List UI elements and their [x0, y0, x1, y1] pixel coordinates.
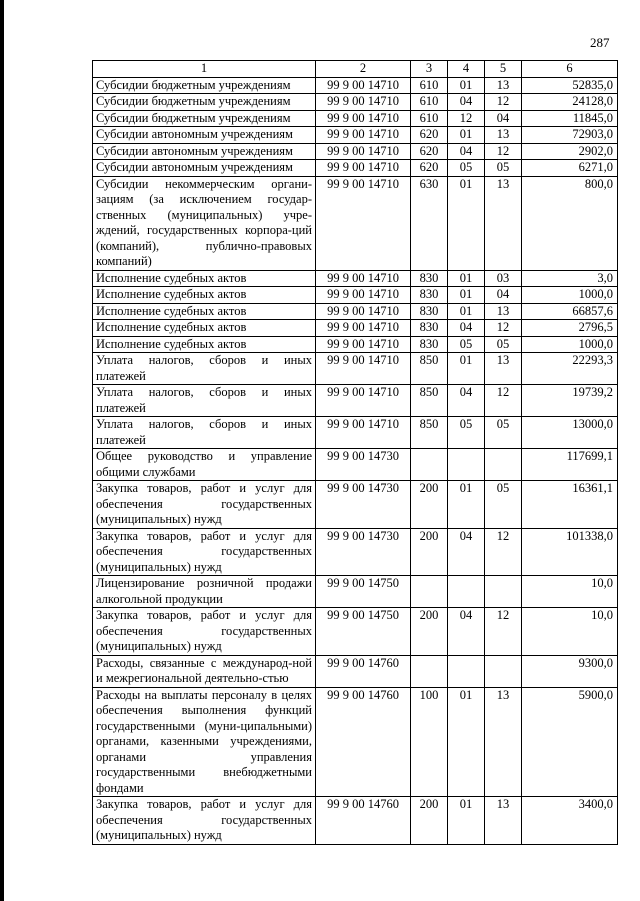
table-row	[93, 94, 618, 111]
row-name-cell: Исполнение судебных актов	[93, 320, 316, 337]
row-col3-cell: 610	[411, 77, 448, 94]
row-code-cell: 99 9 00 14710	[316, 127, 411, 144]
row-col3-cell: 610	[411, 94, 448, 111]
row-code-cell: 99 9 00 14710	[316, 176, 411, 270]
row-col4-cell: 01	[448, 270, 485, 287]
row-name-cell: Закупка товаров, работ и услуг для обеспечения государственных (муниципальных) нужд	[93, 528, 316, 576]
table-body	[93, 77, 618, 844]
table-row	[93, 481, 618, 529]
row-name-cell: Общее руководство и управление общими службами	[93, 449, 316, 481]
row-col4-cell: 05	[448, 417, 485, 449]
row-code-cell: 99 9 00 14730	[316, 481, 411, 529]
row-amount-cell: 16361,1	[522, 481, 618, 529]
row-amount-cell: 6271,0	[522, 160, 618, 177]
row-name-cell: Субсидии бюджетным учреждениям	[93, 110, 316, 127]
row-name-cell: Закупка товаров, работ и услуг для обеспечения государственных (муниципальных) нужд	[93, 481, 316, 529]
row-col3-cell	[411, 655, 448, 687]
row-col3-cell: 200	[411, 481, 448, 529]
row-col3-cell: 200	[411, 608, 448, 656]
page-edge-shadow	[0, 0, 4, 901]
row-code-cell: 99 9 00 14760	[316, 655, 411, 687]
page-number: 287	[590, 35, 610, 50]
row-amount-cell: 1000,0	[522, 287, 618, 304]
row-amount-cell: 1000,0	[522, 336, 618, 353]
row-amount-cell: 13000,0	[522, 417, 618, 449]
row-code-cell: 99 9 00 14710	[316, 417, 411, 449]
row-col5-cell: 12	[485, 320, 522, 337]
table-row	[93, 528, 618, 576]
row-code-cell: 99 9 00 14710	[316, 160, 411, 177]
row-col3-cell: 830	[411, 303, 448, 320]
row-code-cell: 99 9 00 14730	[316, 528, 411, 576]
row-col4-cell	[448, 449, 485, 481]
header-col-2: 2	[316, 61, 411, 78]
table-row	[93, 176, 618, 270]
row-amount-cell: 22293,3	[522, 353, 618, 385]
row-col4-cell: 01	[448, 127, 485, 144]
budget-table	[92, 60, 618, 845]
row-code-cell: 99 9 00 14710	[316, 287, 411, 304]
row-amount-cell: 101338,0	[522, 528, 618, 576]
row-col4-cell: 04	[448, 94, 485, 111]
row-col5-cell: 13	[485, 797, 522, 845]
row-code-cell: 99 9 00 14710	[316, 77, 411, 94]
row-col4-cell: 01	[448, 797, 485, 845]
row-col5-cell: 05	[485, 417, 522, 449]
row-code-cell: 99 9 00 14710	[316, 110, 411, 127]
table-row	[93, 303, 618, 320]
row-col3-cell: 850	[411, 417, 448, 449]
row-code-cell: 99 9 00 14750	[316, 576, 411, 608]
row-name-cell: Субсидии бюджетным учреждениям	[93, 94, 316, 111]
row-amount-cell: 5900,0	[522, 687, 618, 797]
row-col5-cell: 12	[485, 143, 522, 160]
table-row	[93, 77, 618, 94]
row-amount-cell: 3400,0	[522, 797, 618, 845]
row-col4-cell: 04	[448, 320, 485, 337]
table-row	[93, 353, 618, 385]
row-col4-cell: 12	[448, 110, 485, 127]
header-col-5: 5	[485, 61, 522, 78]
row-col3-cell: 610	[411, 110, 448, 127]
row-name-cell: Исполнение судебных актов	[93, 270, 316, 287]
table-row	[93, 576, 618, 608]
row-code-cell: 99 9 00 14710	[316, 385, 411, 417]
row-col4-cell: 04	[448, 608, 485, 656]
table-row	[93, 655, 618, 687]
row-name-cell: Исполнение судебных актов	[93, 336, 316, 353]
row-col5-cell: 04	[485, 287, 522, 304]
table-row	[93, 687, 618, 797]
row-col4-cell: 01	[448, 77, 485, 94]
row-name-cell: Уплата налогов, сборов и иных платежей	[93, 385, 316, 417]
row-code-cell: 99 9 00 14710	[316, 320, 411, 337]
row-amount-cell: 52835,0	[522, 77, 618, 94]
row-amount-cell: 9300,0	[522, 655, 618, 687]
row-amount-cell: 117699,1	[522, 449, 618, 481]
row-code-cell: 99 9 00 14750	[316, 608, 411, 656]
table-header-row	[93, 61, 618, 78]
row-col5-cell: 03	[485, 270, 522, 287]
row-col5-cell: 13	[485, 127, 522, 144]
row-amount-cell: 3,0	[522, 270, 618, 287]
row-name-cell: Субсидии автономным учреждениям	[93, 143, 316, 160]
row-amount-cell: 2902,0	[522, 143, 618, 160]
row-name-cell: Субсидии автономным учреждениям	[93, 127, 316, 144]
row-col3-cell	[411, 449, 448, 481]
row-col4-cell: 01	[448, 687, 485, 797]
row-col4-cell: 05	[448, 160, 485, 177]
row-amount-cell: 800,0	[522, 176, 618, 270]
row-col5-cell: 05	[485, 160, 522, 177]
row-col3-cell: 200	[411, 797, 448, 845]
row-col3-cell: 620	[411, 143, 448, 160]
row-col4-cell: 04	[448, 385, 485, 417]
row-col4-cell: 04	[448, 143, 485, 160]
table-row	[93, 449, 618, 481]
row-col5-cell: 13	[485, 687, 522, 797]
row-col4-cell	[448, 655, 485, 687]
row-col3-cell: 830	[411, 270, 448, 287]
row-name-cell: Закупка товаров, работ и услуг для обеспечения государственных (муниципальных) нужд	[93, 608, 316, 656]
row-col3-cell: 830	[411, 320, 448, 337]
row-code-cell: 99 9 00 14710	[316, 303, 411, 320]
row-col3-cell: 630	[411, 176, 448, 270]
row-col5-cell: 12	[485, 385, 522, 417]
row-amount-cell: 66857,6	[522, 303, 618, 320]
header-col-3: 3	[411, 61, 448, 78]
row-name-cell: Расходы, связанные с международ-ной и межрегиональной деятельно-стью	[93, 655, 316, 687]
row-name-cell: Субсидии автономным учреждениям	[93, 160, 316, 177]
table-row	[93, 320, 618, 337]
table-row	[93, 608, 618, 656]
row-code-cell: 99 9 00 14710	[316, 353, 411, 385]
row-code-cell: 99 9 00 14710	[316, 270, 411, 287]
row-name-cell: Уплата налогов, сборов и иных платежей	[93, 417, 316, 449]
row-col3-cell: 620	[411, 160, 448, 177]
header-col-1: 1	[93, 61, 316, 78]
table-row	[93, 270, 618, 287]
row-col5-cell	[485, 655, 522, 687]
table-row	[93, 287, 618, 304]
header-col-4: 4	[448, 61, 485, 78]
row-name-cell: Лицензирование розничной продажи алкогольной продукции	[93, 576, 316, 608]
row-amount-cell: 72903,0	[522, 127, 618, 144]
row-col5-cell: 12	[485, 608, 522, 656]
row-col3-cell	[411, 576, 448, 608]
row-col4-cell: 01	[448, 481, 485, 529]
row-col5-cell: 04	[485, 110, 522, 127]
row-col4-cell: 01	[448, 287, 485, 304]
row-amount-cell: 10,0	[522, 576, 618, 608]
row-col3-cell: 850	[411, 385, 448, 417]
row-amount-cell: 19739,2	[522, 385, 618, 417]
table-row	[93, 336, 618, 353]
row-col4-cell: 01	[448, 353, 485, 385]
row-col4-cell: 01	[448, 176, 485, 270]
row-col5-cell: 12	[485, 94, 522, 111]
row-col5-cell: 13	[485, 303, 522, 320]
row-col5-cell: 12	[485, 528, 522, 576]
row-col3-cell: 200	[411, 528, 448, 576]
row-amount-cell: 24128,0	[522, 94, 618, 111]
row-amount-cell: 10,0	[522, 608, 618, 656]
row-col3-cell: 620	[411, 127, 448, 144]
row-col4-cell	[448, 576, 485, 608]
row-code-cell: 99 9 00 14730	[316, 449, 411, 481]
header-col-6: 6	[522, 61, 618, 78]
table-row	[93, 143, 618, 160]
table-row	[93, 127, 618, 144]
row-name-cell: Исполнение судебных актов	[93, 287, 316, 304]
row-name-cell: Субсидии некоммерческим органи-зациям (за исключением государ-ственных (муниципальных) учре-ждений, государственных корпора-ций (компаний), публично-правовых компаний)	[93, 176, 316, 270]
row-col4-cell: 05	[448, 336, 485, 353]
row-name-cell: Закупка товаров, работ и услуг для обеспечения государственных (муниципальных) нужд	[93, 797, 316, 845]
row-amount-cell: 2796,5	[522, 320, 618, 337]
row-col4-cell: 01	[448, 303, 485, 320]
row-col5-cell: 13	[485, 176, 522, 270]
row-code-cell: 99 9 00 14760	[316, 687, 411, 797]
row-col5-cell	[485, 576, 522, 608]
row-name-cell: Уплата налогов, сборов и иных платежей	[93, 353, 316, 385]
table-row	[93, 160, 618, 177]
table-row	[93, 797, 618, 845]
row-col5-cell: 05	[485, 481, 522, 529]
row-col3-cell: 100	[411, 687, 448, 797]
row-name-cell: Расходы на выплаты персоналу в целях обеспечения выполнения функций государственными (муни-ципальными) органами, казенными учреждениями, органами управления государственными внебюджетными фондами	[93, 687, 316, 797]
row-amount-cell: 11845,0	[522, 110, 618, 127]
row-name-cell: Исполнение судебных актов	[93, 303, 316, 320]
row-code-cell: 99 9 00 14760	[316, 797, 411, 845]
row-code-cell: 99 9 00 14710	[316, 336, 411, 353]
row-col5-cell: 13	[485, 353, 522, 385]
table-row	[93, 110, 618, 127]
table-row	[93, 385, 618, 417]
row-col5-cell: 05	[485, 336, 522, 353]
row-name-cell: Субсидии бюджетным учреждениям	[93, 77, 316, 94]
row-col3-cell: 830	[411, 287, 448, 304]
row-col4-cell: 04	[448, 528, 485, 576]
row-col3-cell: 850	[411, 353, 448, 385]
table-row	[93, 417, 618, 449]
row-code-cell: 99 9 00 14710	[316, 143, 411, 160]
row-col5-cell: 13	[485, 77, 522, 94]
row-col3-cell: 830	[411, 336, 448, 353]
row-code-cell: 99 9 00 14710	[316, 94, 411, 111]
row-col5-cell	[485, 449, 522, 481]
